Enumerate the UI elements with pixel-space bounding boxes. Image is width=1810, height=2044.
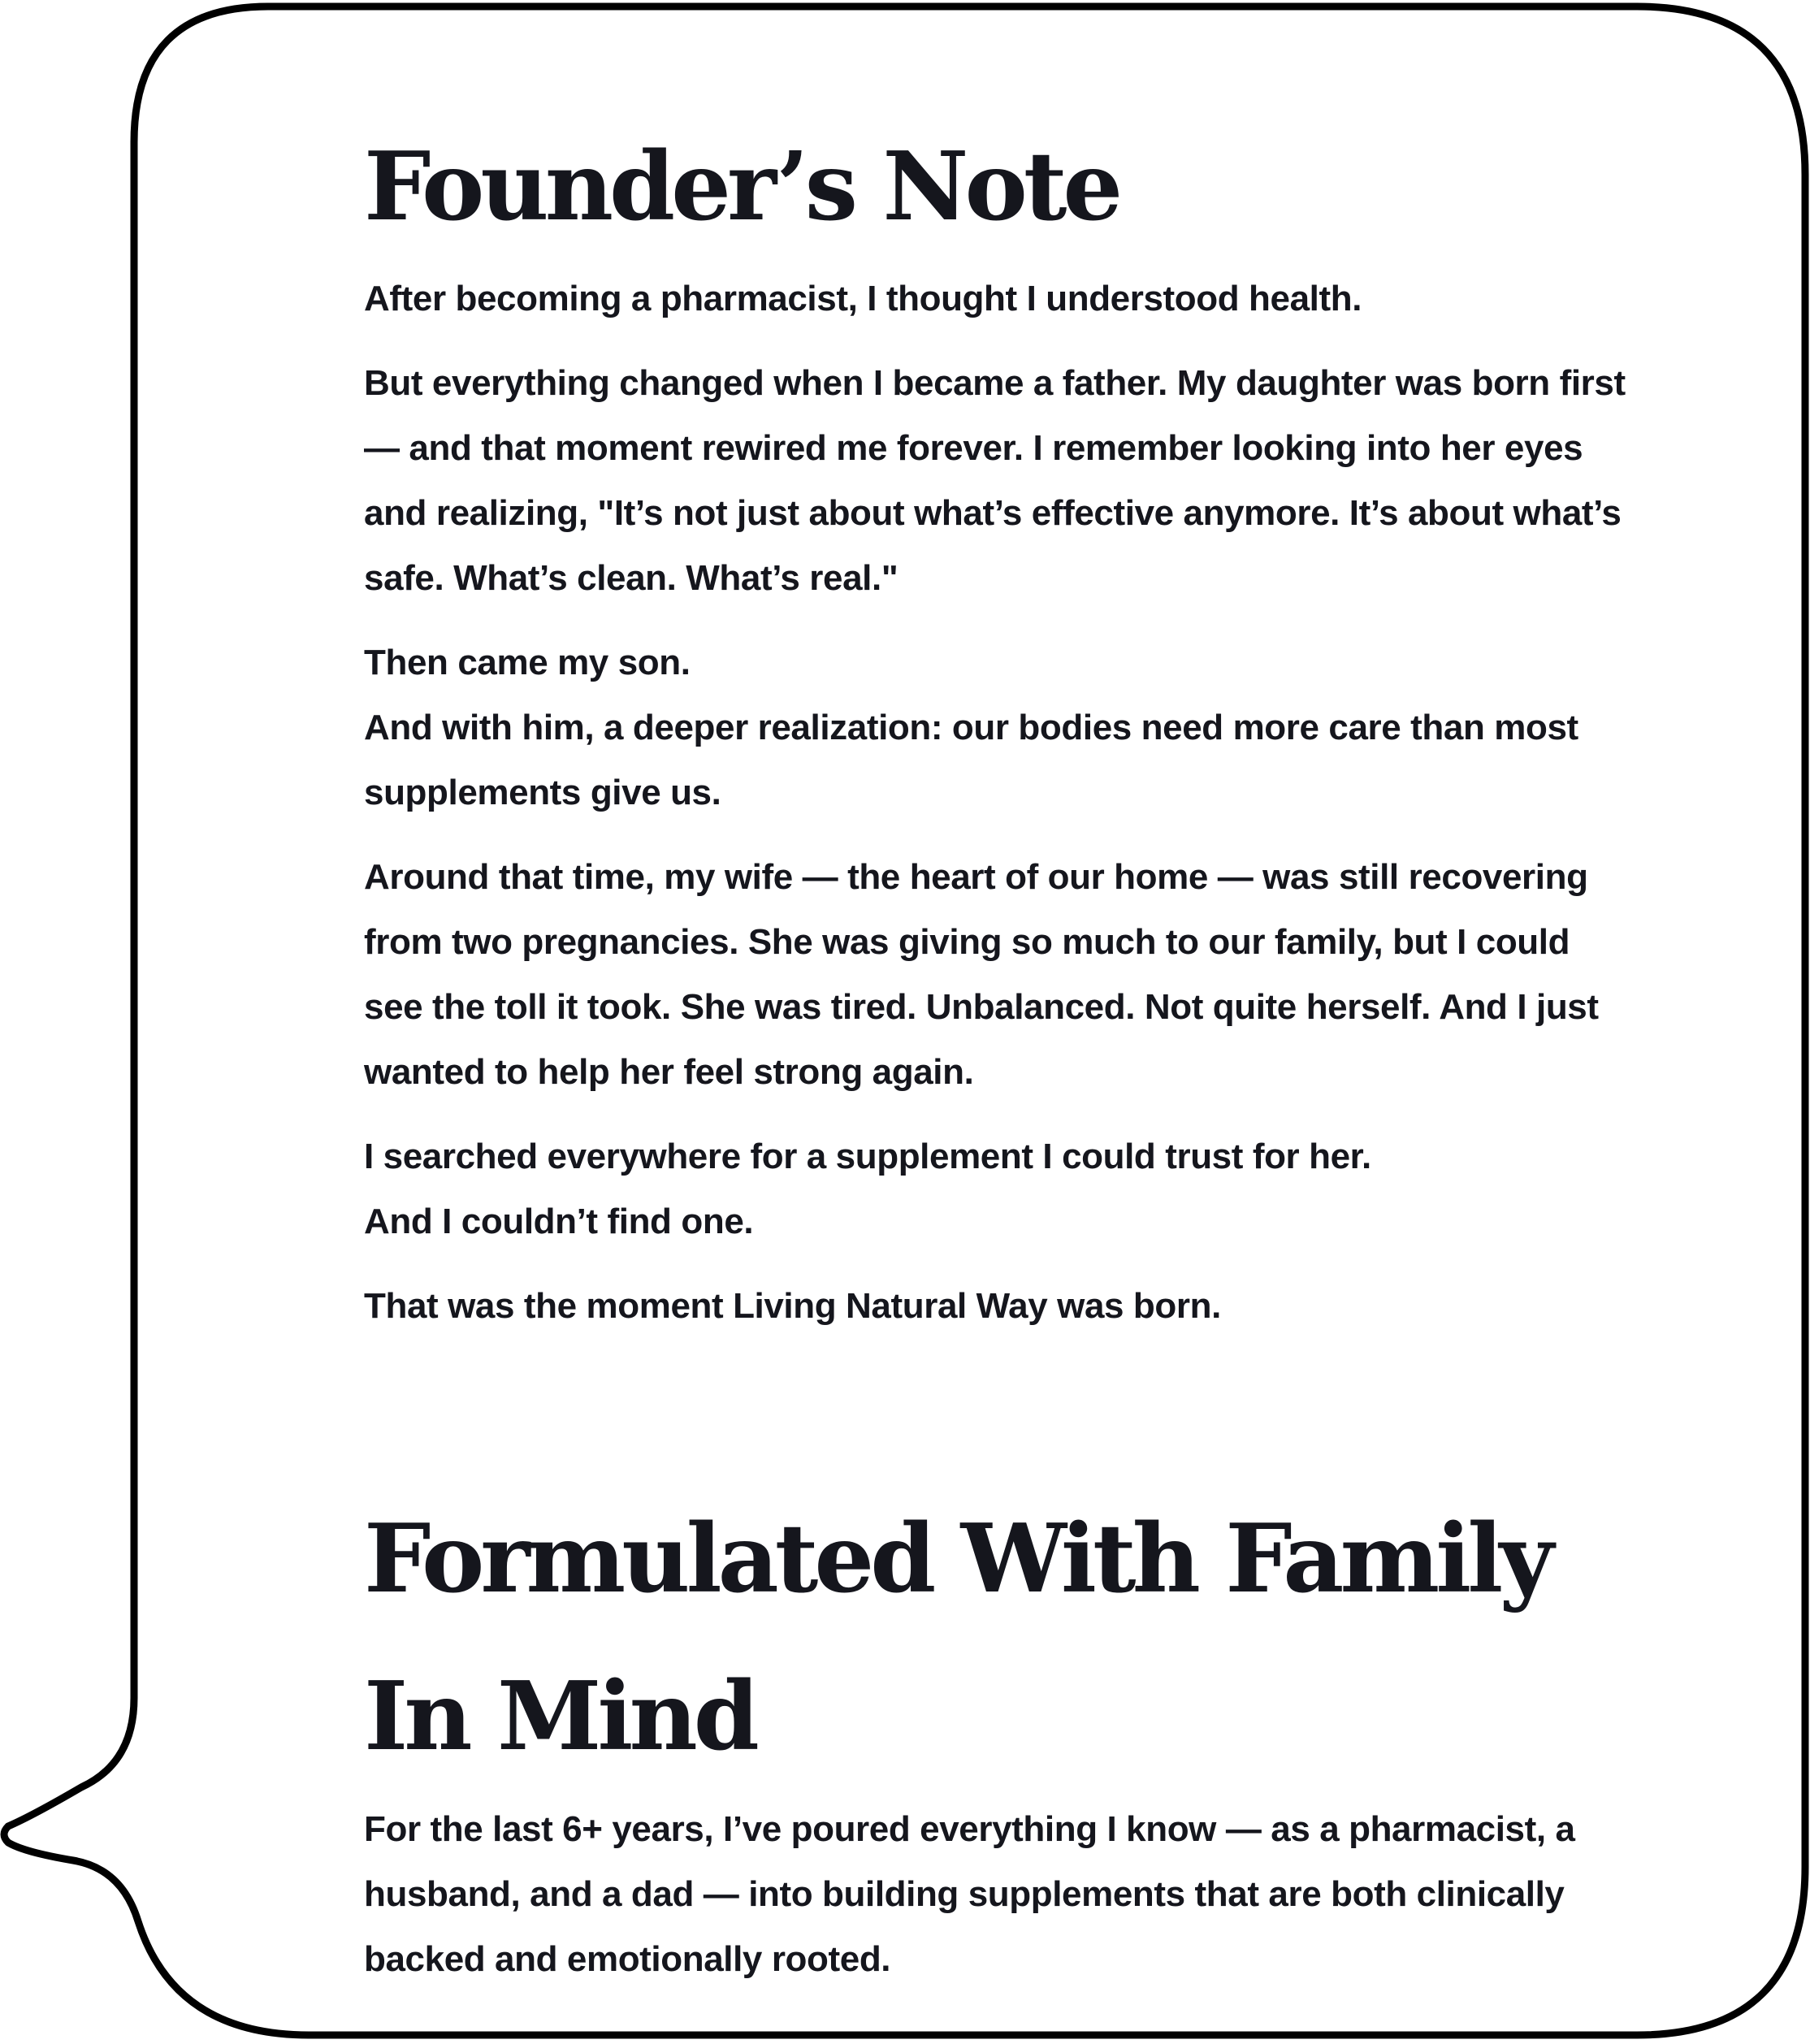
founders-note-paragraph: After becoming a pharmacist, I thought I understood health.	[364, 279, 1362, 318]
family-section-paragraph: For the last 6+ years, I’ve poured everything I know — as a pharmacist, a husband, and a dad — into building supplements that are both clinically backed and emotionally rooted.	[364, 1809, 1575, 1979]
founders-note-paragraph: But everything changed when I became a father. My daughter was born first — and that moment rewired me forever. I remember looking into her eyes and realizing, "It’s not just about what’s effective anymore. It’s about what’s safe. What’s clean. What’s real."	[364, 363, 1626, 598]
founders-note-paragraph: Around that time, my wife — the heart of our home — was still recovering from two pregnancies. She was giving so much to our family, but I could see the toll it took. She was tired. Unbalanced. Not quite herself. And I just wanted to help her feel strong again.	[364, 857, 1599, 1092]
family-section-title: Formulated With Family In Mind	[364, 1504, 1550, 1772]
section-spacer	[364, 1358, 1631, 1480]
founders-note-paragraph: That was the moment Living Natural Way was born.	[364, 1286, 1221, 1326]
founders-note-paragraph: I searched everywhere for a supplement I could trust for her. And I couldn’t find one.	[364, 1137, 1371, 1241]
founders-note-title: Founder’s Note	[364, 132, 1119, 242]
founders-note-paragraph: Then came my son. And with him, a deeper realization: our bodies need more care than most supplements give us.	[364, 643, 1578, 812]
content-column	[364, 122, 1631, 2012]
